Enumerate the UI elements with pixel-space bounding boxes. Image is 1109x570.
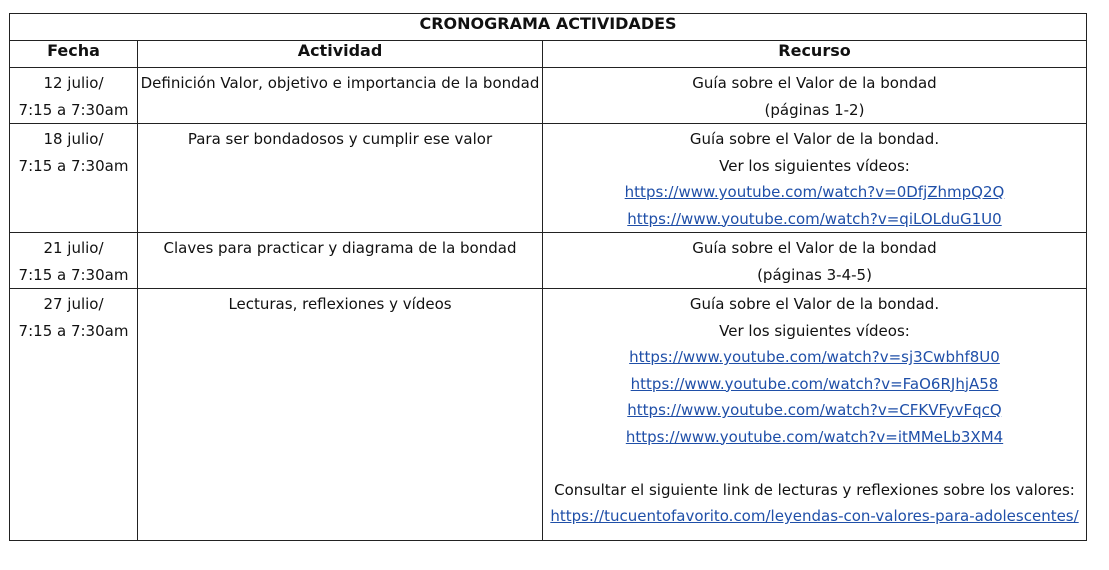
row-activity: Lecturas, reflexiones y vídeos: [228, 295, 452, 313]
table-row: [10, 233, 1087, 289]
header-row: [10, 41, 1087, 68]
row-date: 21 julio/: [43, 239, 104, 257]
table-row: [10, 124, 1087, 233]
video-link[interactable]: https://www.youtube.com/watch?v=sj3Cwbhf8U0: [629, 348, 1000, 366]
spacer: [543, 450, 1086, 477]
title-row: [10, 14, 1087, 41]
table-row: [10, 68, 1087, 124]
resource-text: Guía sobre el Valor de la bondad: [692, 239, 937, 257]
table-title: CRONOGRAMA ACTIVIDADES: [10, 14, 1087, 41]
resource-cell: [543, 124, 1087, 233]
date-cell: [10, 124, 138, 233]
row-time: 7:15 a 7:30am: [18, 265, 129, 284]
resource-cell: [543, 289, 1087, 541]
resource-text: Consultar el siguiente link de lecturas y reflexiones sobre los valores:: [554, 480, 1075, 499]
row-activity: Definición Valor, objetivo e importancia de la bondad: [140, 74, 540, 92]
table-row: [10, 289, 1087, 541]
resource-cell: [543, 233, 1087, 289]
row-date: 18 julio/: [43, 130, 104, 148]
date-cell: [10, 289, 138, 541]
resource-text: Ver los siguientes vídeos:: [719, 321, 910, 340]
row-activity: Para ser bondadosos y cumplir ese valor: [187, 130, 493, 148]
date-cell: [10, 68, 138, 124]
row-date: 27 julio/: [43, 295, 104, 313]
row-time: 7:15 a 7:30am: [18, 156, 129, 175]
activity-cell: [138, 233, 543, 289]
readings-link[interactable]: https://tucuentofavorito.com/leyendas-con-valores-para-adolescentes/: [550, 507, 1079, 525]
video-link[interactable]: https://www.youtube.com/watch?v=qiLOLduG1U0: [627, 209, 1002, 228]
row-date: 12 julio/: [43, 74, 104, 92]
video-link[interactable]: https://www.youtube.com/watch?v=0DfjZhmpQ2Q: [624, 183, 1005, 201]
resource-text: (páginas 1-2): [764, 100, 865, 119]
resource-text: Guía sobre el Valor de la bondad.: [689, 130, 940, 148]
resource-cell: [543, 68, 1087, 124]
resource-text: Guía sobre el Valor de la bondad: [692, 74, 937, 92]
header-actividad: Actividad: [138, 41, 543, 68]
resource-text: Ver los siguientes vídeos:: [719, 156, 910, 175]
row-time: 7:15 a 7:30am: [18, 100, 129, 119]
date-cell: [10, 233, 138, 289]
video-link[interactable]: https://www.youtube.com/watch?v=CFKVFyvFqcQ: [627, 401, 1002, 419]
row-time: 7:15 a 7:30am: [18, 321, 129, 340]
resource-text: (páginas 3-4-5): [757, 265, 872, 284]
activity-cell: [138, 289, 543, 541]
row-activity: Claves para practicar y diagrama de la bondad: [163, 239, 517, 257]
video-link[interactable]: https://www.youtube.com/watch?v=FaO6RJhjA58: [630, 374, 999, 393]
header-recurso: Recurso: [543, 41, 1087, 68]
activity-cell: [138, 124, 543, 233]
video-link[interactable]: https://www.youtube.com/watch?v=itMMeLb3XM4: [625, 427, 1004, 446]
header-fecha: Fecha: [10, 41, 138, 68]
resource-text: Guía sobre el Valor de la bondad.: [689, 295, 940, 313]
activity-cell: [138, 68, 543, 124]
schedule-table: [9, 13, 1087, 541]
